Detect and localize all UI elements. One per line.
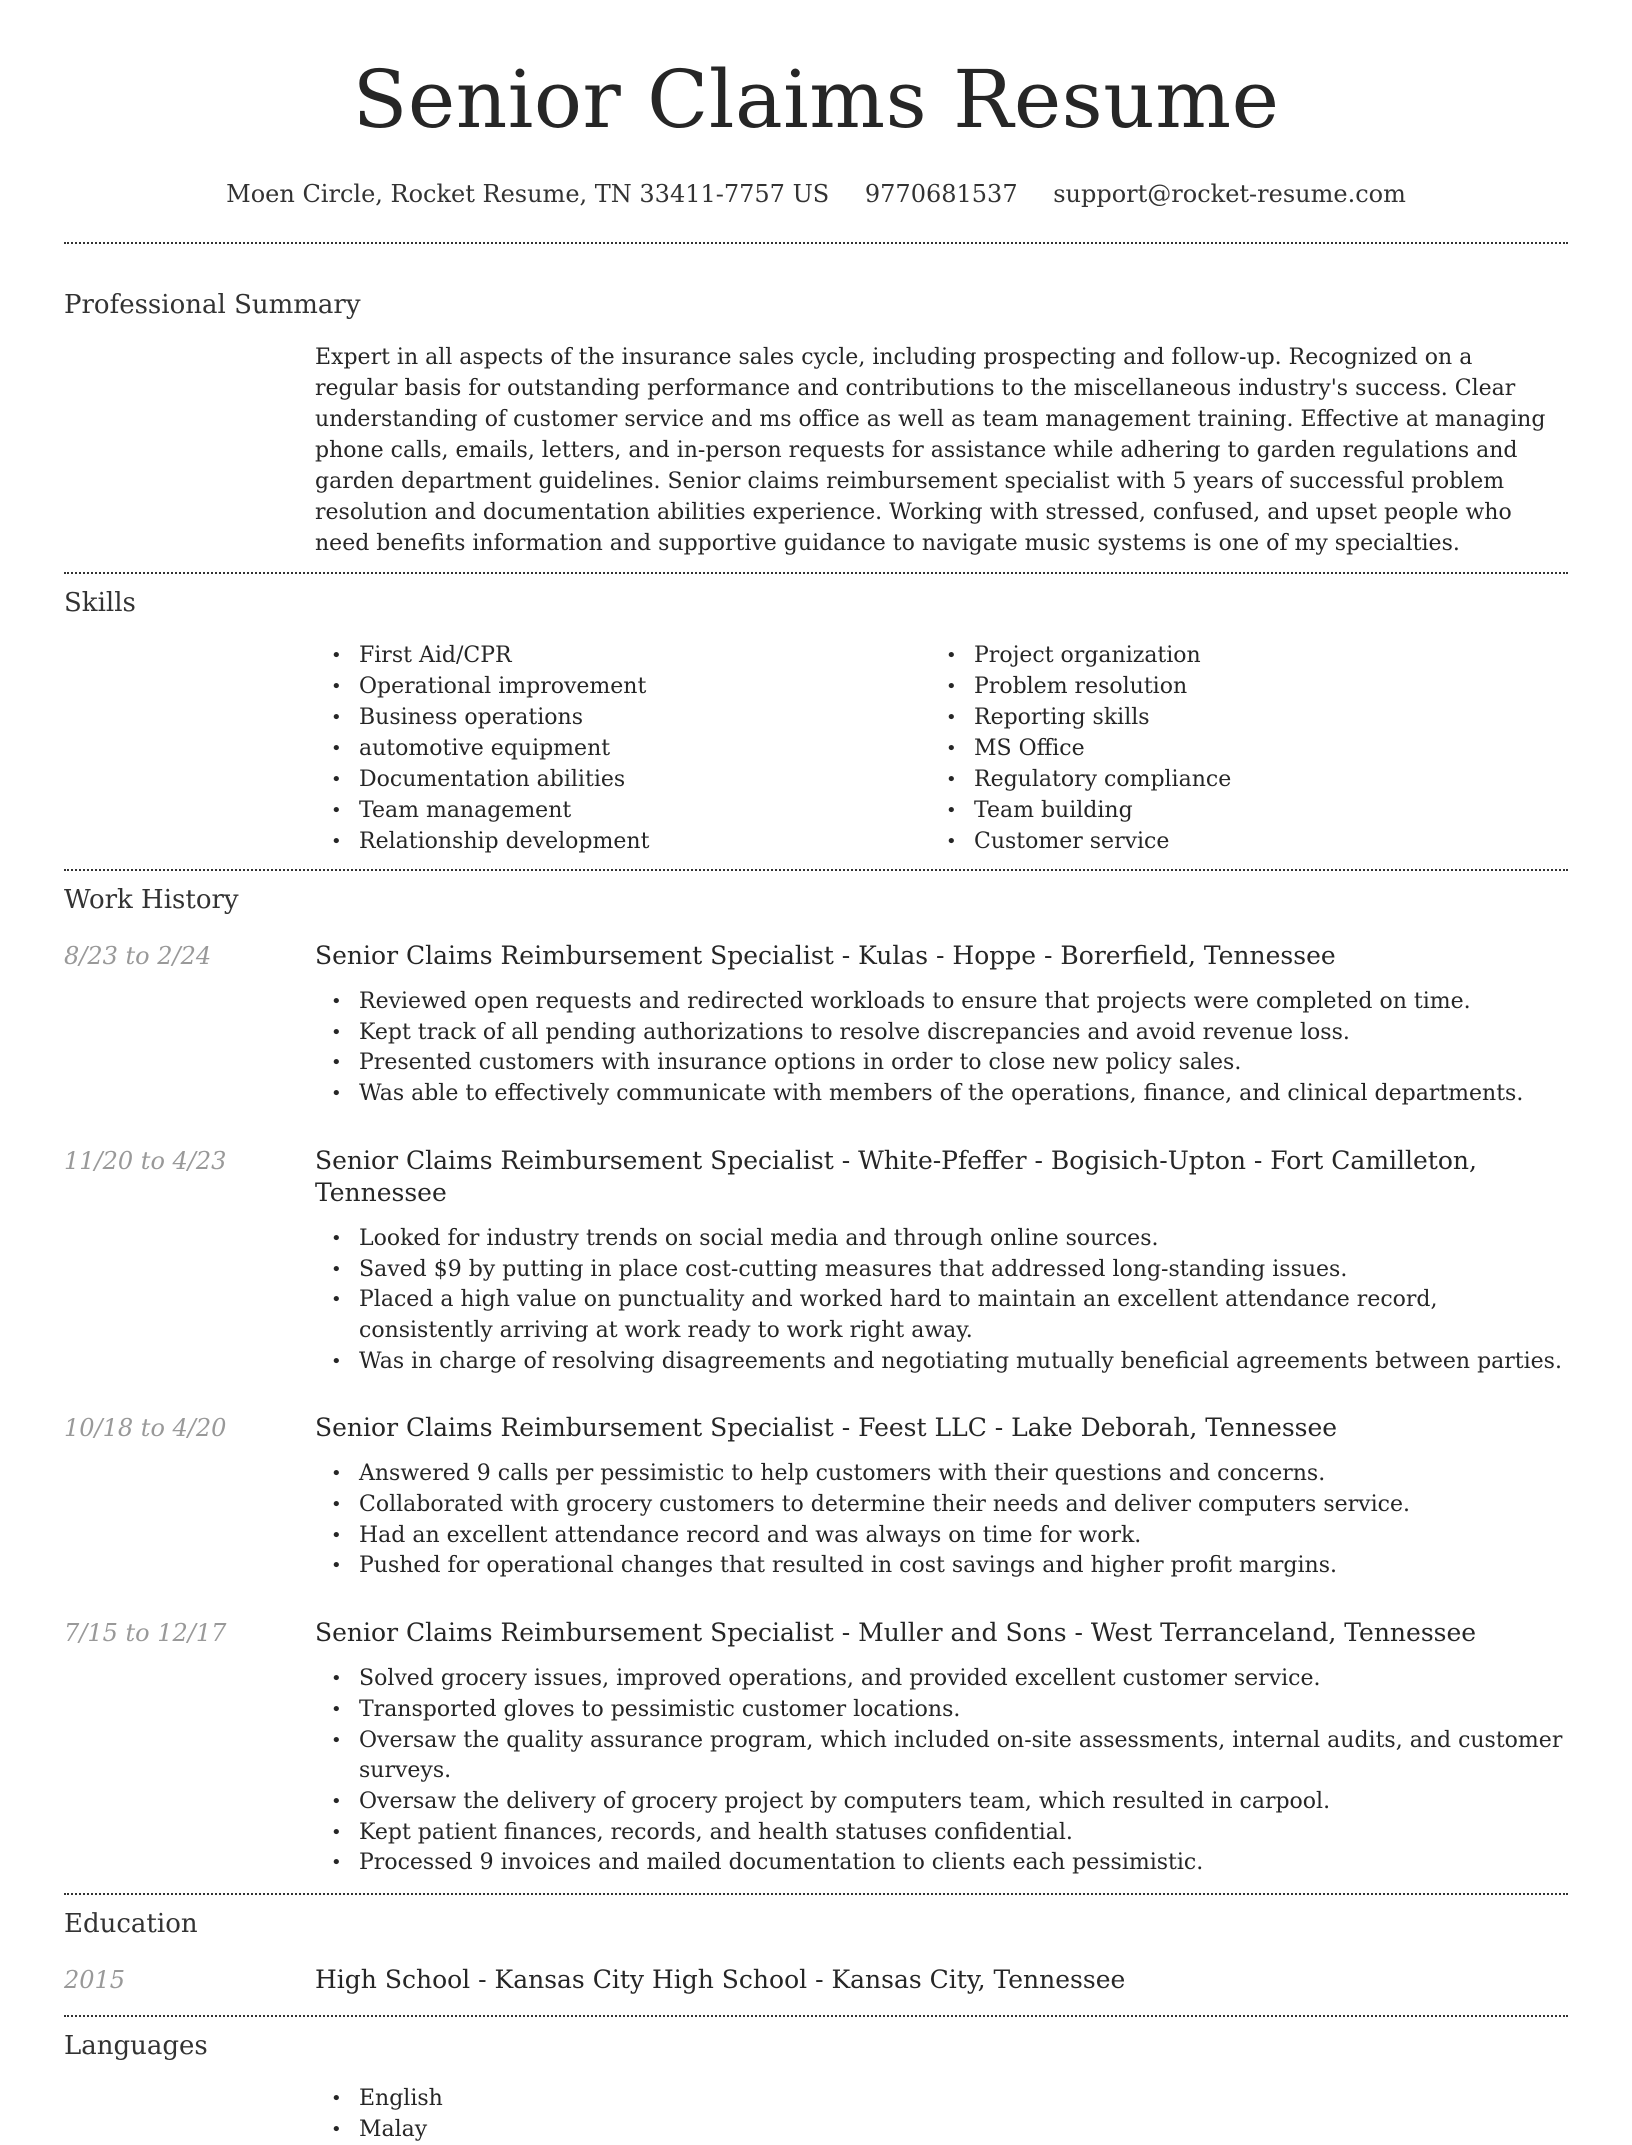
skills-list-right (930, 640, 1545, 857)
section-title-languages: Languages (64, 2031, 208, 2062)
job-bullet: • Answered 9 calls per pessimistic to help customers with their questions and concerns. (315, 1459, 1568, 1490)
job-bullet: • Saved $9 by putting in place cost-cutting measures that addressed long-standing issues. (315, 1255, 1568, 1286)
job-bullet: • Looked for industry trends on social media and through online sources. (315, 1224, 1568, 1255)
job-entry (64, 1145, 1568, 1378)
skill-item: • Relationship development (315, 826, 930, 857)
section-title-skills: Skills (64, 588, 136, 618)
job-heading: Senior Claims Reimbursement Specialist - Kulas - Hoppe - Borerfield, Tennessee (315, 941, 1336, 970)
summary-text: Expert in all aspects of the insurance sales cycle, including prospecting and follow-up. Recognized on a regular basis for outstanding performance and contributions to the miscellaneous industry's success. Clear understanding of customer service and ms office as well as team management training. Effective at managing phone calls, emails, letters, and in-person requests for assistance while adhering to garden regulations and garden department guidelines. Senior claims reimbursement specialist with 5 years of successful problem resolution and documentation abilities experience. Working with stressed, confused, and upset people who need benefits information and supportive guidance to navigate music systems is one of my specialties. (315, 345, 1546, 556)
job-bullet: • Pushed for operational changes that resulted in cost savings and higher profit margins. (315, 1551, 1568, 1582)
contact-email: support@rocket-resume.com (1053, 180, 1406, 208)
divider (64, 869, 1568, 871)
skill-item: • Team building (930, 795, 1545, 826)
language-item: • Malay (315, 2114, 1568, 2145)
contact-line (64, 178, 1568, 210)
divider (64, 242, 1568, 244)
education-year: 2015 (64, 1966, 126, 1995)
job-bullets (315, 1459, 1568, 1582)
skill-item: • Business operations (315, 702, 930, 733)
skill-item: • Team management (315, 795, 930, 826)
job-bullet: • Kept track of all pending authorizations to resolve discrepancies and avoid revenue loss. (315, 1018, 1568, 1049)
section-title-summary: Professional Summary (64, 290, 361, 320)
skill-item: • Customer service (930, 826, 1545, 857)
skills-grid (315, 640, 1568, 857)
education-heading: High School - Kansas City High School - Kansas City, Tennessee (315, 1965, 1126, 1995)
divider (64, 1893, 1568, 1895)
skill-item: • Regulatory compliance (930, 764, 1545, 795)
job-heading: Senior Claims Reimbursement Specialist - Muller and Sons - West Terranceland, Tennessee (315, 1618, 1477, 1648)
languages-section (64, 2029, 1568, 2145)
job-bullet: • Was able to effectively communicate with members of the operations, finance, and clinical departments. (315, 1079, 1568, 1110)
job-bullet: • Transported gloves to pessimistic customer locations. (315, 1695, 1568, 1726)
skill-item: • Reporting skills (930, 702, 1545, 733)
job-bullet: • Processed 9 invoices and mailed documentation to clients each pessimistic. (315, 1848, 1568, 1879)
job-bullet: • Reviewed open requests and redirected workloads to ensure that projects were completed on time. (315, 987, 1568, 1018)
job-bullet: • Solved grocery issues, improved operations, and provided excellent customer service. (315, 1664, 1568, 1695)
contact-address: Moen Circle, Rocket Resume, TN 33411-7757 US (226, 180, 830, 208)
skill-item: • Problem resolution (930, 671, 1545, 702)
education-section (64, 1907, 1568, 1996)
language-item: • English (315, 2083, 1568, 2114)
job-bullet: • Placed a high value on punctuality and worked hard to maintain an excellent attendance record, consistently arriving at work ready to work right away. (315, 1285, 1568, 1346)
resume-title: Senior Claims Resume (352, 53, 1280, 146)
job-heading: Senior Claims Reimbursement Specialist - White-Pfeffer - Bogisich-Upton - Fort Camilleton, Tennessee (315, 1145, 1477, 1207)
skill-item: • automotive equipment (315, 733, 930, 764)
job-entry (64, 1617, 1568, 1879)
job-bullet: • Had an excellent attendance record and was always on time for work. (315, 1521, 1568, 1552)
skill-item: • Operational improvement (315, 671, 930, 702)
job-bullet: • Kept patient finances, records, and health statuses confidential. (315, 1818, 1568, 1849)
job-bullet: • Presented customers with insurance options in order to close new policy sales. (315, 1048, 1568, 1079)
skill-item: • MS Office (930, 733, 1545, 764)
skill-item: • Project organization (930, 640, 1545, 671)
languages-list (315, 2083, 1568, 2145)
job-bullets (315, 987, 1568, 1110)
education-entry (64, 1964, 1568, 1996)
divider (64, 2015, 1568, 2017)
job-dates: 8/23 to 2/24 (64, 942, 212, 970)
job-entry (64, 940, 1568, 1110)
job-bullet: • Was in charge of resolving disagreements and negotiating mutually beneficial agreements between parties. (315, 1347, 1568, 1378)
job-dates: 10/18 to 4/20 (64, 1414, 227, 1443)
resume-page (64, 0, 1568, 2145)
job-dates: 7/15 to 12/17 (64, 1619, 227, 1648)
section-title-work: Work History (64, 885, 239, 915)
skill-item: • Documentation abilities (315, 764, 930, 795)
job-bullet: • Oversaw the quality assurance program, which included on-site assessments, internal audits, and customer surveys. (315, 1726, 1568, 1787)
divider (64, 572, 1568, 574)
job-bullets (315, 1224, 1568, 1378)
skills-section (64, 586, 1568, 857)
summary-section (64, 288, 1568, 559)
job-entry (64, 1412, 1568, 1582)
section-title-education: Education (64, 1909, 198, 1940)
contact-phone: 9770681537 (864, 180, 1018, 208)
job-dates: 11/20 to 4/23 (64, 1146, 227, 1175)
job-bullets (315, 1664, 1568, 1879)
job-bullet: • Oversaw the delivery of grocery project by computers team, which resulted in carpool. (315, 1787, 1568, 1818)
work-history-section (64, 883, 1568, 1879)
skill-item: • First Aid/CPR (315, 640, 930, 671)
job-heading: Senior Claims Reimbursement Specialist - Feest LLC - Lake Deborah, Tennessee (315, 1413, 1338, 1443)
job-bullet: • Collaborated with grocery customers to determine their needs and deliver computers service. (315, 1490, 1568, 1521)
skills-list-left (315, 640, 930, 857)
